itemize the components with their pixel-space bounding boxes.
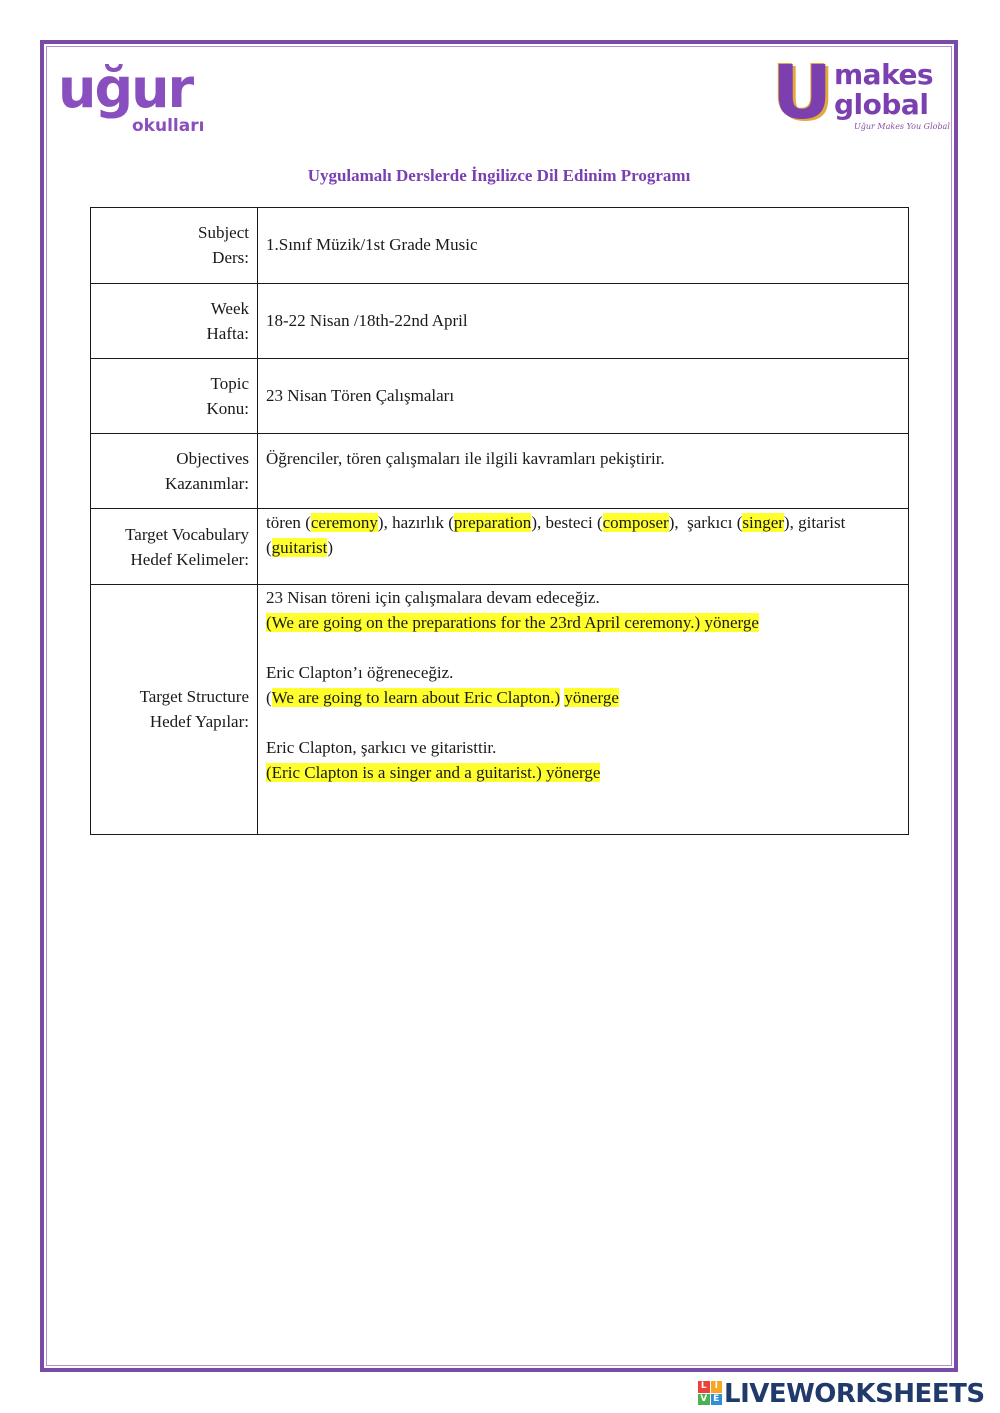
label-en: Subject — [198, 223, 249, 242]
label-en: Target Structure — [139, 687, 249, 706]
label-tr: Kazanımlar: — [164, 474, 249, 493]
vocab-item: besteci (composer) — [545, 513, 675, 532]
label-en: Topic — [210, 374, 249, 393]
table-row-objectives — [91, 434, 909, 509]
structure-value — [258, 585, 909, 835]
label-en: Week — [210, 299, 249, 318]
table-row-week — [91, 284, 909, 359]
logo-tagline: Uğur Makes You Global — [854, 122, 950, 131]
table-row-topic — [91, 359, 909, 434]
structure-en: (We are going on the preparations for the 23rd April ceremony.) yönerge — [266, 613, 759, 632]
label-cell — [91, 208, 258, 284]
objectives-value: Öğrenciler, tören çalışmaları ile ilgili kavramları pekiştirir. — [258, 434, 909, 509]
label-cell — [91, 284, 258, 359]
structure-en: (We are going to learn about Eric Clapton.) yönerge — [266, 688, 619, 707]
vocabulary-value: tören (ceremony), hazırlık (preparation), besteci (composer), şarkıcı (singer), gitarist (guitarist) — [258, 509, 909, 585]
label-tr: Hafta: — [206, 324, 249, 343]
ugur-okullari-logo — [58, 57, 218, 142]
structure-en: (Eric Clapton is a singer and a guitarist.) yönerge — [266, 763, 601, 782]
logo-global: global — [834, 88, 929, 121]
liveworksheets-logo — [698, 1378, 998, 1410]
label-cell — [91, 509, 258, 585]
structure-tr: 23 Nisan töreni için çalışmalara devam edeceğiz. — [266, 588, 600, 607]
vocab-item: gitarist (guitarist) — [266, 513, 846, 557]
live-badge-icon: L I V E — [698, 1381, 722, 1405]
logo-makes: makes — [834, 58, 934, 91]
table-row-structure — [91, 585, 909, 835]
label-cell — [91, 434, 258, 509]
label-en: Target Vocabulary — [125, 525, 249, 544]
liveworksheets-wordmark: LIVEWORKSHEETS — [724, 1379, 985, 1409]
logo-wordmark: uğur — [58, 57, 193, 120]
vocab-item: hazırlık (preparation) — [392, 513, 537, 532]
logo-subtitle: okulları — [132, 116, 205, 136]
vocab-item: şarkıcı (singer) — [687, 513, 790, 532]
label-tr: Konu: — [206, 399, 249, 418]
lesson-plan-table — [90, 207, 909, 835]
subject-value: 1.Sınıf Müzik/1st Grade Music — [258, 208, 909, 284]
document-title: Uygulamalı Derslerde İngilizce Dil Edinim Programı — [307, 166, 691, 185]
u-makes-global-logo — [770, 50, 950, 142]
table-row-vocabulary — [91, 509, 909, 585]
label-en: Objectives — [176, 449, 249, 468]
label-tr: Hedef Yapılar: — [149, 712, 249, 731]
label-tr: Hedef Kelimeler: — [130, 550, 249, 569]
label-cell — [91, 585, 258, 835]
table-row-subject — [91, 208, 909, 284]
week-value: 18-22 Nisan /18th-22nd April — [258, 284, 909, 359]
structure-tr: Eric Clapton’ı öğreneceğiz. — [266, 663, 454, 682]
topic-value: 23 Nisan Tören Çalışmaları — [258, 359, 909, 434]
structure-tr: Eric Clapton, şarkıcı ve gitaristtir. — [266, 738, 497, 757]
label-tr: Ders: — [212, 248, 249, 267]
label-cell — [91, 359, 258, 434]
vocab-item: tören (ceremony) — [266, 513, 384, 532]
u-letter-icon: U — [772, 50, 833, 136]
